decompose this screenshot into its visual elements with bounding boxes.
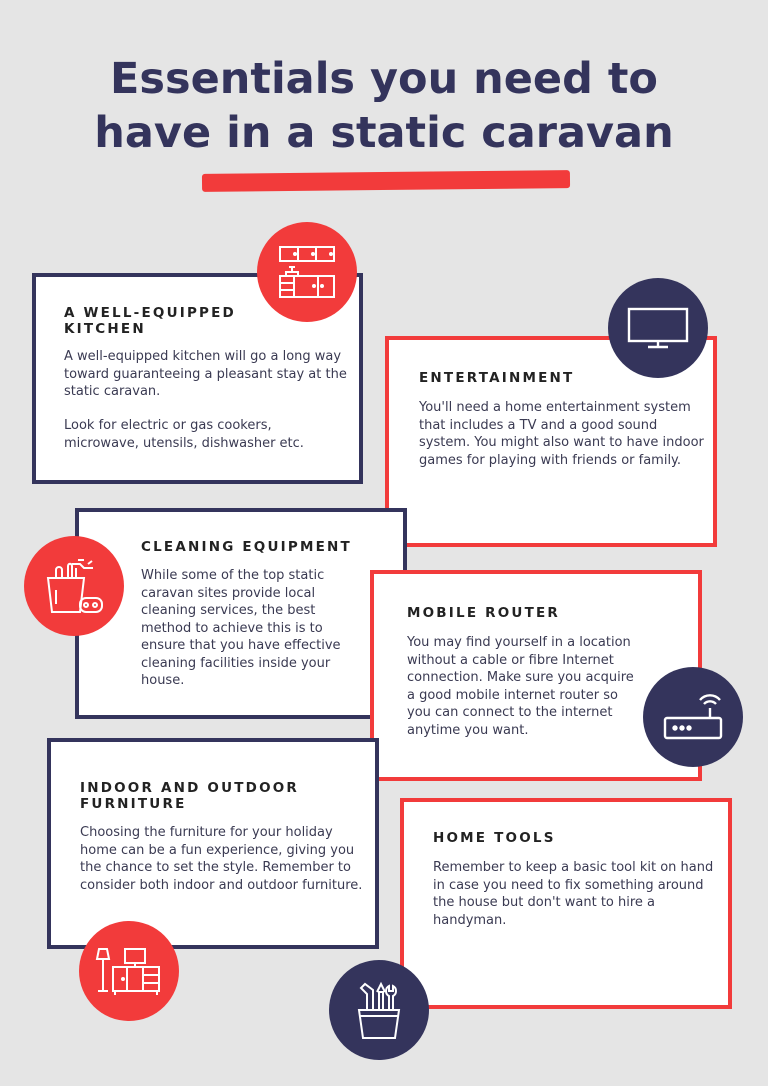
card-heading: ENTERTAINMENT: [419, 370, 575, 386]
card-heading: INDOOR AND OUTDOOR FURNITURE: [80, 780, 300, 812]
kitchen-icon: [257, 222, 357, 322]
page-title: [0, 52, 768, 160]
title-underline: [202, 170, 570, 192]
card-cleaning: [75, 508, 407, 719]
card-tools: [400, 798, 732, 1009]
card-furniture: [47, 738, 379, 949]
card-router: [370, 570, 702, 781]
card-text: Look for electric or gas cookers, microwave, utensils, dishwasher etc.: [64, 418, 304, 451]
card-heading: MOBILE ROUTER: [407, 605, 561, 621]
card-text: You'll need a home entertainment system that includes a TV and a good sound system. You might also want to have indoor games for playing with friends or family.: [419, 400, 704, 468]
card-heading: CLEANING EQUIPMENT: [141, 539, 352, 555]
card-text: You may find yourself in a location without a cable or fibre Internet connection. Make sure you acquire a good mobile internet router so you can connect to the internet anytime you want.: [407, 635, 634, 738]
cleaning-icon: [24, 536, 124, 636]
card-heading: A WELL-EQUIPPED KITCHEN: [64, 305, 236, 337]
title-line-2: have in a static caravan: [94, 108, 674, 158]
tv-icon: [608, 278, 708, 378]
toolbox-icon: [329, 960, 429, 1060]
card-text: A well-equipped kitchen will go a long way toward guaranteeing a pleasant stay at the static caravan.: [64, 349, 347, 399]
title-line-1: Essentials you need to: [110, 54, 658, 104]
card-text: Remember to keep a basic tool kit on hand in case you need to fix something around the house but don't want to hire a handyman.: [433, 860, 714, 928]
router-icon: [643, 667, 743, 767]
furniture-icon: [79, 921, 179, 1021]
card-heading: HOME TOOLS: [433, 830, 556, 846]
card-text: Choosing the furniture for your holiday home can be a fun experience, giving you the chance to set the style. Remember to consider both indoor and outdoor furniture.: [80, 825, 363, 893]
card-text: While some of the top static caravan sites provide local cleaning services, the best method to achieve this is to ensure that you have effective cleaning facilities inside your house.: [141, 568, 341, 688]
